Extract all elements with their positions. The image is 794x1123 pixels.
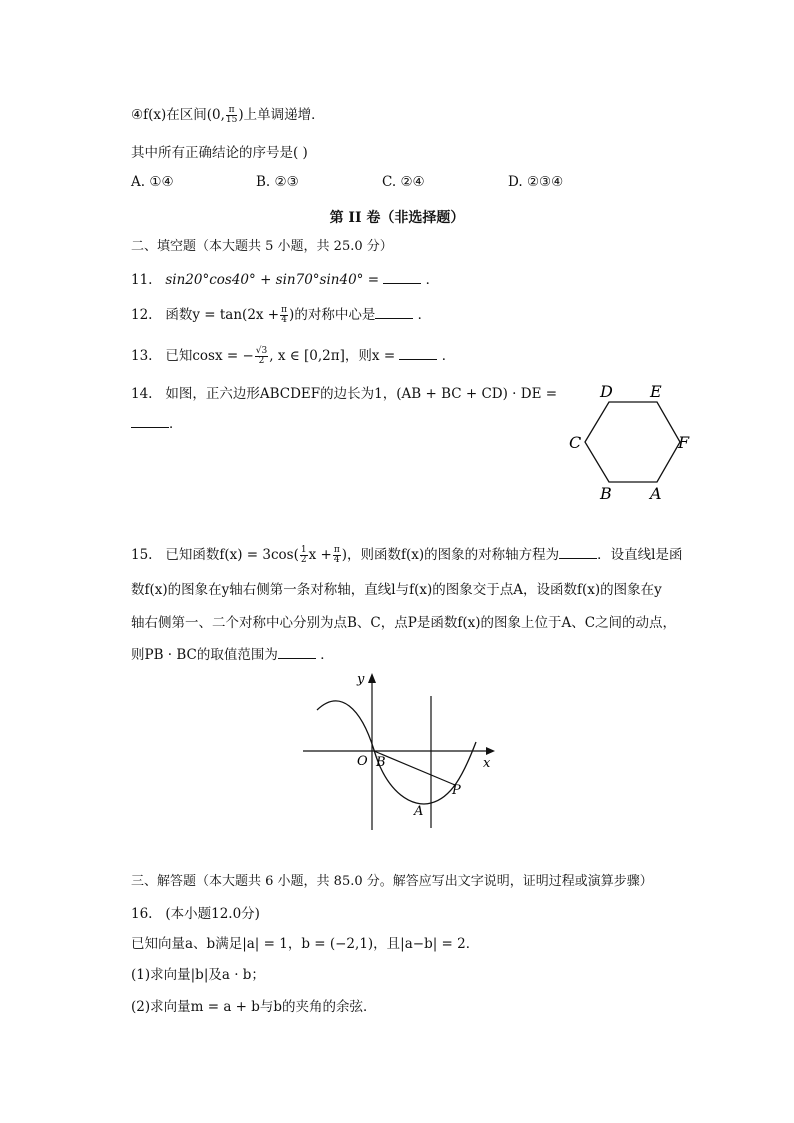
q13: 13. 已知cosx = − $\frac{√3}{2}$ , x ∈ [0,2π]，则x = ． — [131, 346, 456, 366]
q12: 12. 函数y = tan(2x + $\frac{\pi}{4}$ )的对称中心是 ． — [131, 305, 432, 325]
fraction: $\frac{\pi}{15}$ — [225, 105, 238, 125]
option-b: B. ②③ — [256, 174, 299, 190]
y-axis-arrow — [368, 673, 376, 683]
q15-line-1: 15. 已知函数f(x) = 3cos( $\frac{1}{2}$ x + $\frac{\pi}{4}$ )，则函数f(x)的图象的对称轴方程为 ．设直线l是函 — [131, 545, 683, 565]
graph-label-a: A — [414, 804, 424, 819]
option-d: D. ②③④ — [508, 174, 564, 190]
hexagon-figure — [560, 378, 700, 508]
option-c: C. ②④ — [382, 174, 425, 190]
answer-header: 三、解答题（本大题共 6 小题，共 85.0 分。解答应写出文字说明，证明过程或演算步骤） — [131, 874, 653, 889]
hexagon — [585, 402, 680, 482]
graph-label-y: y — [357, 672, 365, 687]
circled-four: ④ — [131, 107, 144, 123]
q15-line-2: 数f(x)的图象在y轴右侧第一条对称轴，直线l与f(x)的图象交于点A，设函数f(x)的图象在y — [131, 582, 662, 598]
hex-label-b: B — [600, 484, 612, 503]
hex-label-e: E — [650, 382, 662, 401]
q16-title: 16. (本小题12.0分) — [131, 906, 260, 922]
graph-label-p: P — [452, 783, 461, 798]
graph-label-x: x — [483, 756, 491, 771]
graph-label-b: B — [376, 755, 386, 770]
cosine-graph — [295, 668, 505, 836]
q14: 14. 如图，正六边形ABCDEF的边长为1，(AB + BC + CD) · DE = — [131, 386, 558, 402]
hex-label-d: D — [600, 382, 613, 401]
q16-part-2: (2)求向量m = a + b与b的夹角的余弦． — [131, 999, 377, 1015]
item-4: ④f(x)在区间(0, $\frac{\pi}{15}$ )上单调递增． — [131, 105, 325, 125]
q10-stem: 其中所有正确结论的序号是( ) — [131, 145, 308, 161]
option-a: A. ①④ — [131, 174, 174, 190]
q15-line-3: 轴右侧第一、二个对称中心分别为点B、C，点P是函数f(x)的图象上位于A、C之间的动点， — [131, 615, 677, 631]
q11: 11. sin20°cos40° + sin70°sin40° = ． — [131, 272, 440, 288]
q16-part-1: (1)求向量|b|及a · b； — [131, 967, 265, 983]
segment-bp — [374, 751, 455, 785]
fill-header: 二、填空题（本大题共 5 小题，共 25.0 分） — [131, 239, 393, 254]
section-2-title: 第 II 卷（非选择题） — [329, 210, 465, 226]
q15-line-4: 则PB · BC的取值范围为 ． — [131, 647, 334, 663]
graph-label-o: O — [357, 754, 368, 769]
hex-label-c: C — [569, 433, 582, 452]
q16-stem: 已知向量a、b满足|a| = 1，b = (−2,1)，且|a−b| = 2． — [131, 936, 480, 952]
x-axis-arrow — [486, 747, 495, 755]
hex-label-f: F — [678, 433, 690, 452]
hex-label-a: A — [650, 484, 662, 503]
q14-blank: ． — [131, 414, 183, 434]
